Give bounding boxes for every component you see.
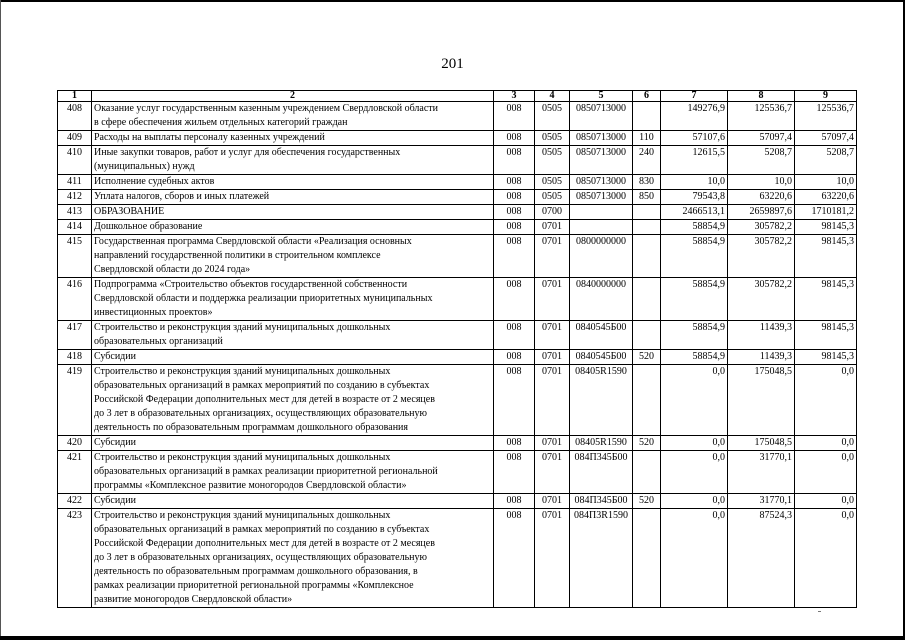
target-article-code: 0850713000 — [570, 190, 633, 205]
ministry-code: 008 — [494, 146, 535, 175]
expense-type-code — [633, 220, 661, 235]
amount-col-7: 0,0 — [661, 509, 728, 608]
section-code: 0701 — [535, 220, 570, 235]
item-name: Государственная программа Свердловской области «Реализация основных направлений государственной политики в строительном комплексе Свердловской области до 2024 года» — [92, 235, 494, 278]
row-number: 414 — [58, 220, 92, 235]
item-name: Строительство и реконструкция зданий муниципальных дошкольных образовательных организаций — [92, 321, 494, 350]
table-row — [58, 102, 857, 131]
amount-col-9: 0,0 — [795, 436, 857, 451]
header-col-5: 5 — [570, 91, 633, 102]
ministry-code: 008 — [494, 509, 535, 608]
item-name: Уплата налогов, сборов и иных платежей — [92, 190, 494, 205]
section-code: 0701 — [535, 436, 570, 451]
row-number: 411 — [58, 175, 92, 190]
target-article-code: 08405R1590 — [570, 436, 633, 451]
amount-col-7: 10,0 — [661, 175, 728, 190]
item-name: Строительство и реконструкция зданий муниципальных дошкольных образовательных организаций в рамках мероприятий по созданию в субъектах Российской Федерации дополнительных мест для детей в возрасте от 2 месяцев до 3 лет в образовательных организациях, осуществляющих образовательную деятельность по образовательным программам дошкольного образования — [92, 365, 494, 436]
expense-type-code — [633, 365, 661, 436]
scan-speck — [818, 611, 821, 612]
target-article-code: 084П3R1590 — [570, 509, 633, 608]
amount-col-8: 305782,2 — [728, 278, 795, 321]
row-number: 419 — [58, 365, 92, 436]
table-row — [58, 365, 857, 436]
row-number: 423 — [58, 509, 92, 608]
page-number: 201 — [441, 56, 464, 72]
section-code: 0701 — [535, 509, 570, 608]
item-name: Дошкольное образование — [92, 220, 494, 235]
expense-type-code — [633, 235, 661, 278]
section-code: 0701 — [535, 365, 570, 436]
amount-col-8: 11439,3 — [728, 321, 795, 350]
amount-col-8: 305782,2 — [728, 235, 795, 278]
table-row — [58, 175, 857, 190]
section-code: 0700 — [535, 205, 570, 220]
page-border-top — [0, 0, 905, 2]
item-name: Субсидии — [92, 436, 494, 451]
section-code: 0701 — [535, 494, 570, 509]
amount-col-7: 0,0 — [661, 436, 728, 451]
expense-type-code: 520 — [633, 350, 661, 365]
section-code: 0505 — [535, 146, 570, 175]
header-col-7: 7 — [661, 91, 728, 102]
ministry-code: 008 — [494, 220, 535, 235]
ministry-code: 008 — [494, 235, 535, 278]
amount-col-8: 2659897,6 — [728, 205, 795, 220]
section-code: 0505 — [535, 190, 570, 205]
ministry-code: 008 — [494, 321, 535, 350]
table-row — [58, 190, 857, 205]
amount-col-8: 305782,2 — [728, 220, 795, 235]
amount-col-9: 5208,7 — [795, 146, 857, 175]
target-article-code: 08405R1590 — [570, 365, 633, 436]
header-col-1: 1 — [58, 91, 92, 102]
item-name: Субсидии — [92, 494, 494, 509]
ministry-code: 008 — [494, 278, 535, 321]
section-code: 0701 — [535, 235, 570, 278]
row-number: 413 — [58, 205, 92, 220]
section-code: 0505 — [535, 175, 570, 190]
amount-col-9: 98145,3 — [795, 278, 857, 321]
amount-col-9: 0,0 — [795, 494, 857, 509]
amount-col-9: 125536,7 — [795, 102, 857, 131]
amount-col-7: 0,0 — [661, 494, 728, 509]
item-name: Строительство и реконструкция зданий муниципальных дошкольных образовательных организаций в рамках реализации приоритетной региональной программы «Комплексное развитие моногородов Свердловской области» — [92, 451, 494, 494]
row-number: 420 — [58, 436, 92, 451]
row-number: 409 — [58, 131, 92, 146]
table-row — [58, 509, 857, 608]
header-col-4: 4 — [535, 91, 570, 102]
section-code: 0701 — [535, 350, 570, 365]
expense-type-code — [633, 205, 661, 220]
expense-type-code: 240 — [633, 146, 661, 175]
row-number: 408 — [58, 102, 92, 131]
amount-col-9: 0,0 — [795, 509, 857, 608]
item-name: Субсидии — [92, 350, 494, 365]
header-col-8: 8 — [728, 91, 795, 102]
item-name: Оказание услуг государственным казенным учреждением Свердловской области в сфере обеспечения жильем отдельных категорий граждан — [92, 102, 494, 131]
amount-col-9: 57097,4 — [795, 131, 857, 146]
amount-col-9: 63220,6 — [795, 190, 857, 205]
amount-col-8: 5208,7 — [728, 146, 795, 175]
table-row — [58, 205, 857, 220]
amount-col-7: 0,0 — [661, 451, 728, 494]
row-number: 421 — [58, 451, 92, 494]
amount-col-8: 63220,6 — [728, 190, 795, 205]
item-name: Иные закупки товаров, работ и услуг для обеспечения государственных (муниципальных) нужд — [92, 146, 494, 175]
row-number: 415 — [58, 235, 92, 278]
target-article-code — [570, 205, 633, 220]
ministry-code: 008 — [494, 102, 535, 131]
expense-type-code: 520 — [633, 494, 661, 509]
table-row — [58, 321, 857, 350]
amount-col-8: 125536,7 — [728, 102, 795, 131]
target-article-code: 0850713000 — [570, 175, 633, 190]
row-number: 410 — [58, 146, 92, 175]
header-col-9: 9 — [795, 91, 857, 102]
amount-col-7: 58854,9 — [661, 321, 728, 350]
ministry-code: 008 — [494, 494, 535, 509]
amount-col-9: 98145,3 — [795, 350, 857, 365]
amount-col-9: 0,0 — [795, 365, 857, 436]
target-article-code — [570, 220, 633, 235]
amount-col-7: 58854,9 — [661, 350, 728, 365]
amount-col-8: 57097,4 — [728, 131, 795, 146]
target-article-code: 0850713000 — [570, 131, 633, 146]
table-row — [58, 278, 857, 321]
item-name: Исполнение судебных актов — [92, 175, 494, 190]
ministry-code: 008 — [494, 365, 535, 436]
target-article-code: 084П345Б00 — [570, 451, 633, 494]
expense-type-code — [633, 509, 661, 608]
expense-type-code: 520 — [633, 436, 661, 451]
table-row — [58, 494, 857, 509]
header-row — [58, 91, 857, 102]
target-article-code: 0840000000 — [570, 278, 633, 321]
expense-type-code: 830 — [633, 175, 661, 190]
target-article-code: 0840545Б00 — [570, 350, 633, 365]
item-name: ОБРАЗОВАНИЕ — [92, 205, 494, 220]
target-article-code: 0840545Б00 — [570, 321, 633, 350]
item-name: Строительство и реконструкция зданий муниципальных дошкольных образовательных организаций в рамках мероприятий по созданию в субъектах Российской Федерации дополнительных мест для детей в возрасте от 2 месяцев до 3 лет в образовательных организациях, осуществляющих образовательную деятельность по образовательным программам дошкольного образования, в рамках реализации приоритетной региональной программы «Комплексное развитие моногородов Свердловской области» — [92, 509, 494, 608]
amount-col-8: 31770,1 — [728, 451, 795, 494]
amount-col-7: 149276,9 — [661, 102, 728, 131]
ministry-code: 008 — [494, 190, 535, 205]
item-name: Расходы на выплаты персоналу казенных учреждений — [92, 131, 494, 146]
target-article-code: 0800000000 — [570, 235, 633, 278]
ministry-code: 008 — [494, 451, 535, 494]
row-number: 416 — [58, 278, 92, 321]
section-code: 0505 — [535, 131, 570, 146]
table-row — [58, 220, 857, 235]
section-code: 0701 — [535, 278, 570, 321]
amount-col-8: 11439,3 — [728, 350, 795, 365]
row-number: 418 — [58, 350, 92, 365]
header-col-2: 2 — [92, 91, 494, 102]
header-col-6: 6 — [633, 91, 661, 102]
section-code: 0505 — [535, 102, 570, 131]
table-row — [58, 235, 857, 278]
target-article-code: 0850713000 — [570, 102, 633, 131]
amount-col-7: 58854,9 — [661, 235, 728, 278]
expense-type-code: 850 — [633, 190, 661, 205]
table-row — [58, 131, 857, 146]
expense-type-code — [633, 278, 661, 321]
amount-col-7: 58854,9 — [661, 220, 728, 235]
amount-col-9: 98145,3 — [795, 220, 857, 235]
table-row — [58, 146, 857, 175]
expense-type-code: 110 — [633, 131, 661, 146]
ministry-code: 008 — [494, 131, 535, 146]
target-article-code: 0850713000 — [570, 146, 633, 175]
amount-col-7: 79543,8 — [661, 190, 728, 205]
expense-type-code — [633, 321, 661, 350]
table-row — [58, 451, 857, 494]
amount-col-7: 0,0 — [661, 365, 728, 436]
amount-col-8: 175048,5 — [728, 436, 795, 451]
row-number: 417 — [58, 321, 92, 350]
amount-col-9: 98145,3 — [795, 321, 857, 350]
page-border-bottom — [0, 636, 905, 640]
header-col-3: 3 — [494, 91, 535, 102]
expense-type-code — [633, 102, 661, 131]
table-row — [58, 350, 857, 365]
amount-col-9: 10,0 — [795, 175, 857, 190]
amount-col-7: 12615,5 — [661, 146, 728, 175]
amount-col-9: 98145,3 — [795, 235, 857, 278]
amount-col-7: 2466513,1 — [661, 205, 728, 220]
item-name: Подпрограмма «Строительство объектов государственной собственности Свердловской области и поддержка реализации приоритетных муниципальных инвестиционных проектов» — [92, 278, 494, 321]
table-row — [58, 436, 857, 451]
amount-col-7: 57107,6 — [661, 131, 728, 146]
ministry-code: 008 — [494, 205, 535, 220]
amount-col-8: 87524,3 — [728, 509, 795, 608]
section-code: 0701 — [535, 321, 570, 350]
amount-col-8: 31770,1 — [728, 494, 795, 509]
ministry-code: 008 — [494, 175, 535, 190]
ministry-code: 008 — [494, 436, 535, 451]
row-number: 422 — [58, 494, 92, 509]
amount-col-9: 0,0 — [795, 451, 857, 494]
section-code: 0701 — [535, 451, 570, 494]
expense-type-code — [633, 451, 661, 494]
amount-col-7: 58854,9 — [661, 278, 728, 321]
budget-table — [57, 90, 857, 608]
ministry-code: 008 — [494, 350, 535, 365]
amount-col-8: 10,0 — [728, 175, 795, 190]
amount-col-9: 1710181,2 — [795, 205, 857, 220]
target-article-code: 084П345Б00 — [570, 494, 633, 509]
row-number: 412 — [58, 190, 92, 205]
amount-col-8: 175048,5 — [728, 365, 795, 436]
page-border-left — [0, 0, 1, 640]
